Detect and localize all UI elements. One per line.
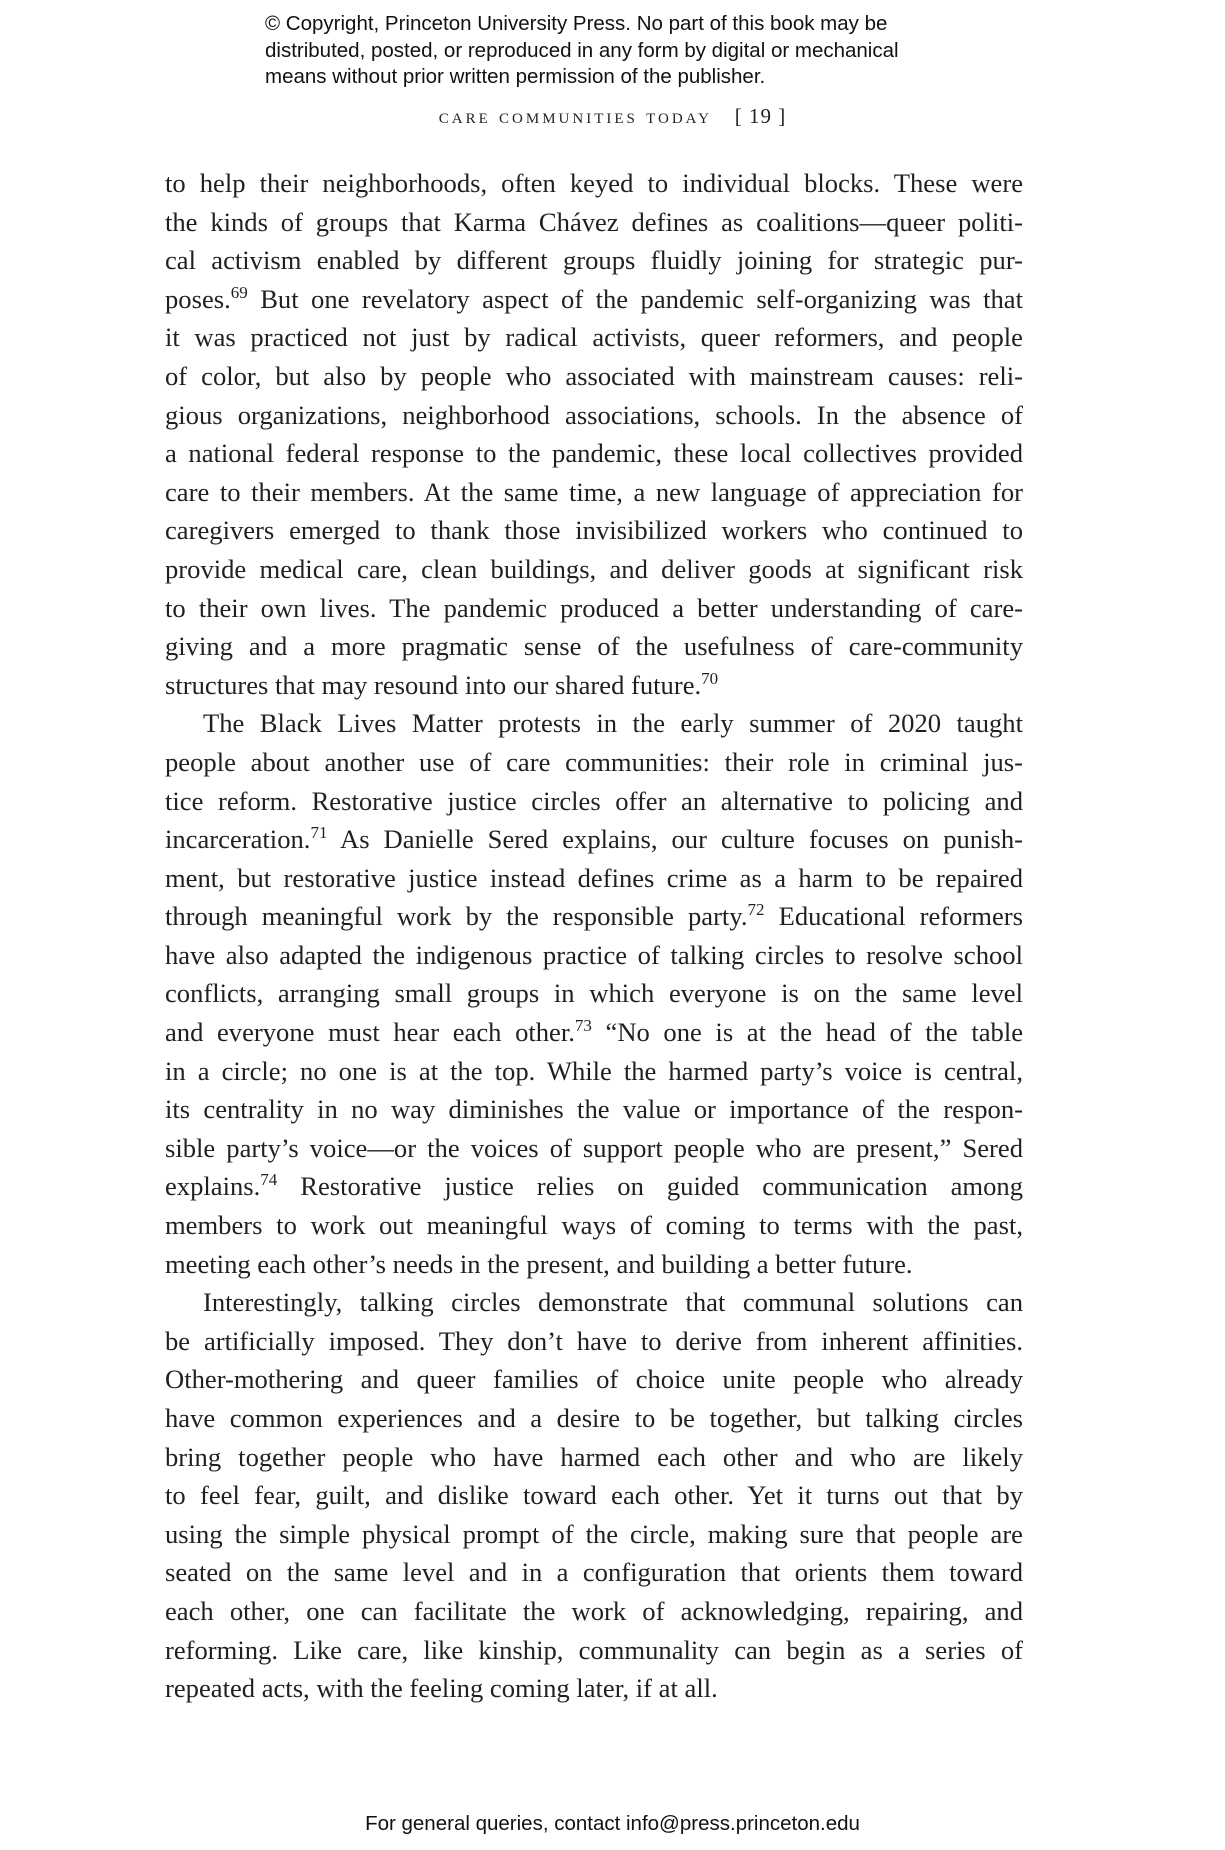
text-line: members to work out meaningful ways of coming to terms with the past, <box>165 1210 1023 1241</box>
text-line: it was practiced not just by radical activists, queer reformers, and people <box>165 322 1023 353</box>
running-head <box>0 104 1225 129</box>
text-line: have also adapted the indigenous practice of talking circles to resolve school <box>165 939 1023 970</box>
footnote-ref[interactable]: 70 <box>701 668 719 688</box>
text-line: to their own lives. The pandemic produced a better understanding of care- <box>165 592 1023 623</box>
running-head-title: care communities today <box>438 104 712 128</box>
footnote-ref[interactable]: 74 <box>260 1170 278 1190</box>
text-line: to feel fear, guilt, and dislike toward each other. Yet it turns out that by <box>165 1480 1023 1511</box>
text-line: using the simple physical prompt of the circle, making sure that people are <box>165 1518 1023 1549</box>
text-line: Other-mothering and queer families of choice unite people who already <box>165 1364 1023 1395</box>
text-line: people about another use of care communities: their role in criminal jus- <box>165 746 1023 777</box>
text-line: The Black Lives Matter protests in the early summer of 2020 taught <box>203 708 1023 739</box>
text-line: provide medical care, clean buildings, and deliver goods at significant risk <box>165 553 1023 584</box>
text-line: tice reform. Restorative justice circles offer an alternative to policing and <box>165 785 1023 816</box>
copyright-line: means without prior written permission of the publisher. <box>265 65 766 88</box>
footnote-ref[interactable]: 73 <box>574 1016 592 1036</box>
text-line: Interestingly, talking circles demonstrate that communal solutions can <box>203 1287 1023 1318</box>
text-line: incarceration.$^{71}$ As Danielle Sered explains, our culture focuses on punish- <box>165 823 1023 855</box>
text-line: gious organizations, neighborhood associations, schools. In the absence of <box>165 399 1023 430</box>
text-line: each other, one can facilitate the work of acknowledging, repairing, and <box>165 1595 1023 1626</box>
text-line: structures that may resound into our shared future.$^{70}$ <box>165 668 719 700</box>
text-line: in a circle; no one is at the top. While the harmed party’s voice is central, <box>165 1055 1023 1086</box>
text-line: reforming. Like care, like kinship, communality can begin as a series of <box>165 1634 1023 1665</box>
text-line: meeting each other’s needs in the present, and building a better future. <box>165 1248 913 1279</box>
text-line: care to their members. At the same time, a new language of appreciation for <box>165 476 1023 507</box>
footnote-ref[interactable]: 69 <box>230 282 248 302</box>
text-line: the kinds of groups that Karma Chávez defines as coalitions—queer politi- <box>165 206 1023 237</box>
text-line: sible party’s voice—or the voices of support people who are present,” Sered <box>165 1132 1023 1163</box>
text-line: through meaningful work by the responsible party.$^{72}$ Educational reformers <box>165 900 1023 932</box>
footer-contact: For general queries, contact info@press.princeton.edu <box>365 1812 860 1835</box>
text-line: its centrality in no way diminishes the value or importance of the respon- <box>165 1094 1023 1125</box>
footnote-ref[interactable]: 71 <box>310 823 328 843</box>
text-line: be artificially imposed. They don’t have to derive from inherent affinities. <box>165 1325 1023 1356</box>
text-line: and everyone must hear each other.$^{73}$ “No one is at the head of the table <box>165 1016 1024 1048</box>
copyright-line: © Copyright, Princeton University Press. No part of this book may be <box>265 12 888 35</box>
body-text <box>165 164 1023 1708</box>
text-line: bring together people who have harmed each other and who are likely <box>165 1441 1023 1472</box>
text-line: repeated acts, with the feeling coming later, if at all. <box>165 1673 718 1704</box>
text-line: ment, but restorative justice instead defines crime as a harm to be repaired <box>165 862 1023 893</box>
text-line: a national federal response to the pandemic, these local collectives provided <box>165 438 1023 469</box>
footnote-ref[interactable]: 72 <box>747 900 765 920</box>
copyright-line: distributed, posted, or reproduced in any form by digital or mechanical <box>265 38 899 62</box>
paragraph <box>165 1283 1023 1708</box>
text-line: caregivers emerged to thank those invisibilized workers who continued to <box>165 515 1023 546</box>
text-line: giving and a more pragmatic sense of the usefulness of care-community <box>165 631 1023 662</box>
text-line: conflicts, arranging small groups in which everyone is on the same level <box>165 978 1023 1009</box>
text-line: to help their neighborhoods, often keyed to individual blocks. These were <box>165 168 1023 198</box>
text-line: of color, but also by people who associated with mainstream causes: reli- <box>165 360 1023 391</box>
text-line: have common experiences and a desire to be together, but talking circles <box>165 1403 1023 1433</box>
text-line: poses.$^{69}$ But one revelatory aspect of the pandemic self-organizing was that <box>165 282 1023 314</box>
text-line: seated on the same level and in a configuration that orients them toward <box>165 1557 1023 1588</box>
paragraph <box>165 704 1023 1283</box>
copyright-notice <box>265 11 1025 91</box>
text-line: cal activism enabled by different groups fluidly joining for strategic pur- <box>165 245 1023 276</box>
text-line: explains.$^{74}$ Restorative justice relies on guided communication among <box>165 1170 1023 1202</box>
paragraph <box>165 164 1023 704</box>
page-number: [ 19 ] <box>734 104 787 128</box>
